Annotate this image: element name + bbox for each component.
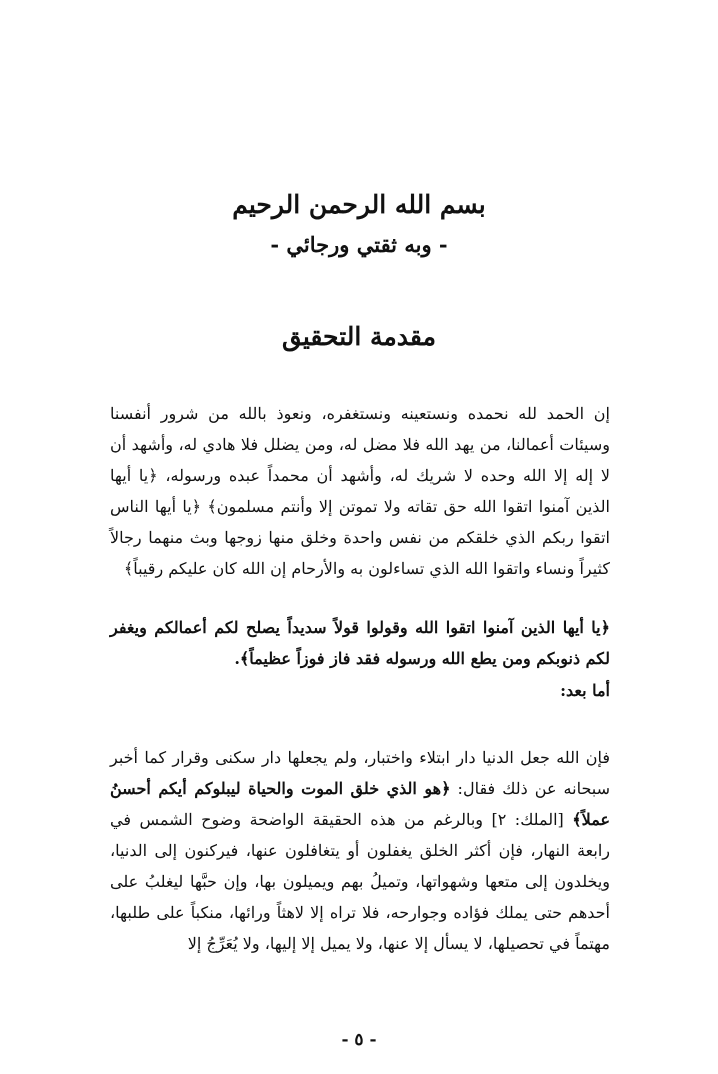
body-paragraph-part1: فإن الله جعل الدنيا دار ابتلاء واختبار، ولم يجعلها دار سكنى وقرار كما أخبر سبحانه عن ذلك فقال: [110, 748, 611, 798]
basmala-heading: بسم الله الرحمن الرحيم [232, 190, 486, 219]
section-title: مقدمة التحقيق [282, 322, 436, 351]
intro-paragraph: إن الحمد لله نحمده ونستعينه ونستغفره، ونعوذ بالله من شرور أنفسنا وسيئات أعمالنا، من يهد الله فلا مضل له، ومن يضلل فلا هادي له، وأشهد أن لا إله إلا الله وحده لا شريك له، وأشهد أن محمداً عبده ورسوله، ﴿يا أيها الذين آمنوا اتقوا الله حق تقاته ولا تموتن إلا وأنتم مسلمون﴾ ﴿يا أيها الناس اتقوا ربكم الذي خلقكم من نفس واحدة وخلق منها زوجها وبث منهما رجالاً كثيراً ونساء واتقوا الله الذي تساءلون به والأرحام إن الله كان عليكم رقيباً﴾ [110, 404, 611, 578]
body-paragraph-part2: [الملك: ٢] وبالرغم من هذه الحقيقة الواضحة وضوح الشمس في رابعة النهار، فإن أكثر الخلق يغفلون أو يتغافلون عنها، فيركنون إلى الدنيا، ويخلدون إلى متعها وشهواتها، وتميلُ بهم ويميلون بها، وإن حبَّها ليغلبُ على أحدهم حتى يملك فؤاده وجوارحه، فلا تراه إلا لاهثاً ورائها، منكباً على طلبها، مهتماً في تحصيلها، لا يسأل إلا عنها، ولا يميل إلا إليها، ولا يُعَرِّجُ إلا [110, 810, 610, 953]
verse-paragraph: ﴿يا أيها الذين آمنوا اتقوا الله وقولوا قولاً سديداً يصلح لكم أعمالكم ويغفر لكم ذنوبكم ومن يطع الله ورسوله فقد فاز فوزاً عظيماً﴾. [110, 618, 610, 668]
body-paragraph [110, 742, 610, 959]
quran-verse-quote: ﴿هو الذي خلق الموت والحياة ليبلوكم أيكم أحسنُ عملاً﴾ [110, 779, 610, 829]
amma-bad-label: أما بعد: [560, 681, 610, 700]
page-number: - ٥ - [341, 1030, 377, 1050]
subtitle-heading: - وبه ثقتي ورجائي - [270, 232, 448, 257]
